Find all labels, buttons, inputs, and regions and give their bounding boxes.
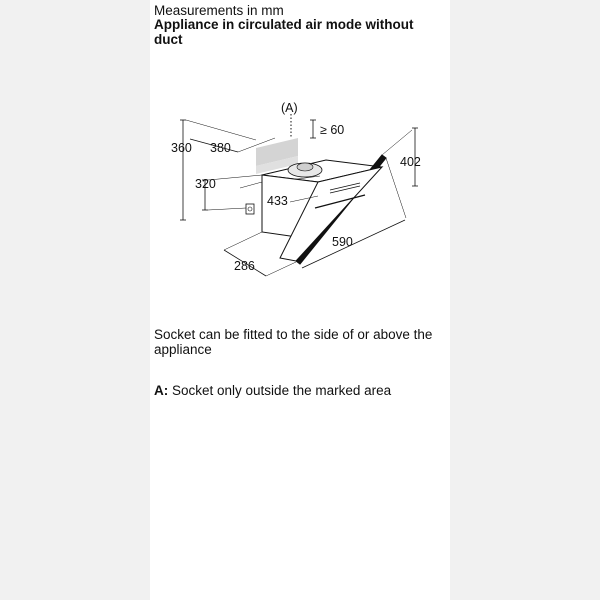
dim-depth-top: 380 (210, 141, 231, 155)
legend-text: Socket only outside the marked area (168, 383, 392, 398)
dim-min-top: ≥ 60 (320, 123, 345, 137)
label-a: (A) (281, 101, 298, 115)
socket-note: Socket can be fitted to the side of or above the appliance (154, 327, 433, 357)
socket-icon (246, 204, 254, 214)
dim-depth-bottom: 286 (234, 259, 255, 273)
dim-depth-mid: 433 (267, 194, 288, 208)
dim-front-height: 402 (400, 155, 421, 169)
measurements-caption: Measurements in mm (154, 3, 284, 18)
legend-key: A: (154, 383, 169, 398)
dim-width: 590 (332, 235, 353, 249)
document-page (150, 0, 450, 600)
dim-height-total: 360 (171, 141, 192, 155)
legend-line (154, 383, 391, 398)
installation-diagram (150, 90, 450, 290)
page-title: Appliance in circulated air mode without duct (154, 17, 414, 47)
filter-inner-icon (297, 163, 313, 171)
dim-height-body: 320 (195, 177, 216, 191)
